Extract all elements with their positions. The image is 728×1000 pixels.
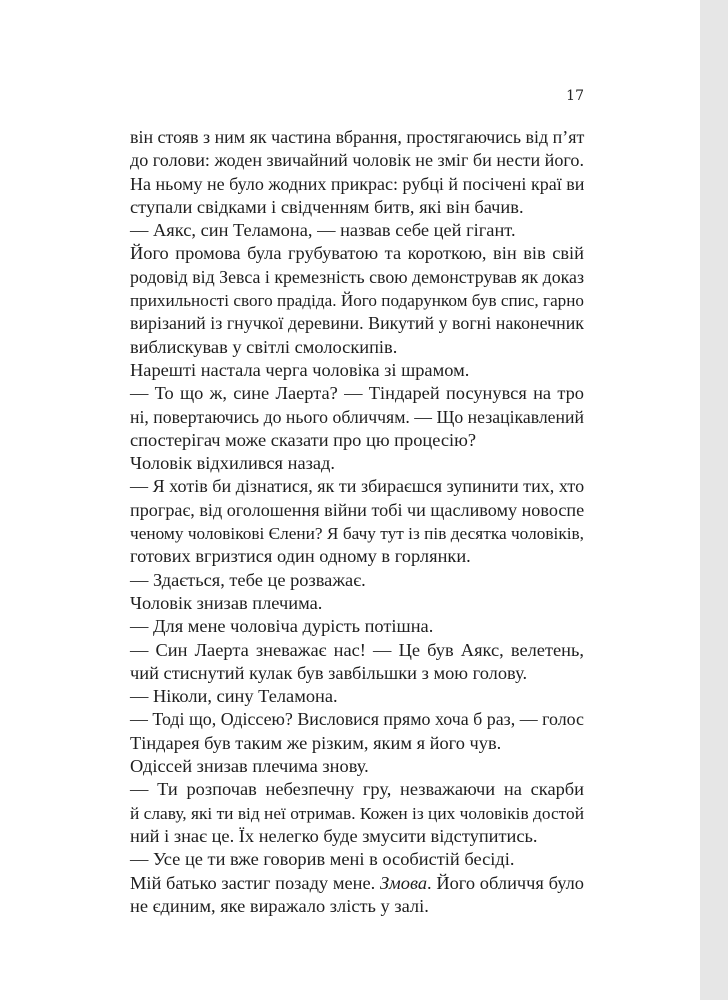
text-line: На ньому не було жодних прикрас: рубці й посічені краї ви xyxy=(130,173,585,194)
text-line: ні, повертаючись до нього обличчям. — Що незацікавлений xyxy=(130,406,584,427)
text-line: Одіссей знизав плечима знову. xyxy=(130,756,369,777)
text-line: Чоловік знизав плечима. xyxy=(130,592,323,613)
text-line: ступали свідками і свідченням битв, які він бачив. xyxy=(130,196,524,217)
text-line: чий стиснутий кулак був завбільшки з мою голову. xyxy=(130,662,528,683)
text-line: — Син Лаерта зневажає нас! — Це був Аякс, велетень, xyxy=(130,639,584,660)
text-line: Чоловік відхилився назад. xyxy=(130,453,335,474)
text-line: до голови: жоден звичайний чоловік не зміг би нести його. xyxy=(130,150,584,171)
text-line: вирізаний із гнучкої деревини. Викутий у вогні наконечник xyxy=(130,313,584,334)
text-line: й славу, які ти від неї отримав. Кожен із цих чоловіків достой xyxy=(130,803,584,823)
text-line: Тіндарея був таким же різким, яким я його чув. xyxy=(130,732,502,753)
text-line: програє, від оголошення війни тобі чи щасливому новоспе xyxy=(130,499,585,520)
body-text xyxy=(130,126,584,918)
text-line: він стояв з ним як частина вбрання, простягаючись від п’ят xyxy=(130,127,585,147)
text-line: Його промова була грубуватою та короткою, він вів свій xyxy=(130,243,584,264)
text-line: Нарешті настала черга чоловіка зі шрамом. xyxy=(130,359,470,380)
text-line: виблискував у світлі смолоскипів. xyxy=(130,336,398,357)
text-line: — Тоді що, Одіссею? Висловися прямо хоча б раз, — голос xyxy=(130,709,584,730)
text-line: родовід від Зевса і кремезність свою демонстрував як доказ xyxy=(130,266,584,287)
text-line: — Усе це ти вже говорив мені в особистій бесіді. xyxy=(130,849,515,870)
text-line: — Ти розпочав небезпечну гру, незважаючи на скарби xyxy=(130,779,584,800)
text-line: — Я хотів би дізнатися, як ти збираєшся зупинити тих, хто xyxy=(130,476,585,497)
text-line: прихильності свого прадіда. Його подарунком був спис, гарно xyxy=(130,291,584,311)
text-line: — Ніколи, сину Теламона. xyxy=(130,686,338,707)
text-line: ченому чоловікові Єлени? Я бачу тут із пів десятка чоловіків, xyxy=(130,524,584,544)
text-line: — Здається, тебе це розважає. xyxy=(130,569,366,590)
text-line: ний і знає це. Їх нелегко буде змусити відступитись. xyxy=(130,825,538,846)
text-line: готових вгризтися один одному в горлянки. xyxy=(130,546,471,567)
text-line: Мій батько застиг позаду мене. Змова. Його обличчя було xyxy=(130,872,584,893)
text-line: спостерігач може сказати про цю процесію? xyxy=(130,429,477,450)
emphasis-word: Змова xyxy=(379,872,428,893)
text-line: не єдиним, яке виражало злість у залі. xyxy=(130,895,429,916)
text-line: — Для мене чоловіча дурість потішна. xyxy=(130,616,434,637)
text-line: — Аякс, син Теламона, — назвав себе цей гігант. xyxy=(130,220,516,241)
page-number: 17 xyxy=(566,88,584,104)
text-line: — То що ж, сине Лаерта? — Тіндарей посунувся на тро xyxy=(130,383,584,404)
